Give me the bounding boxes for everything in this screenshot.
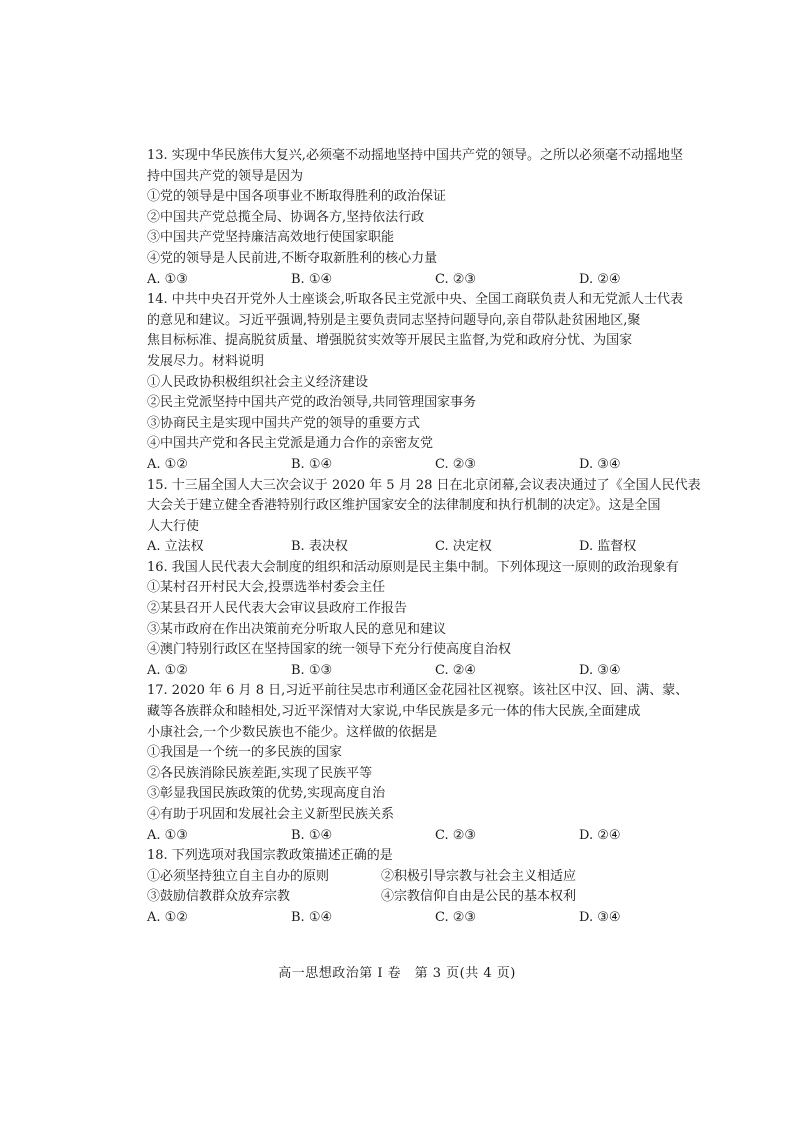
option-d: D. 监督权 <box>579 539 637 555</box>
question-16-item-4: ④澳门特别行政区在坚持国家的统一领导下充分行使高度自治权 <box>147 642 512 658</box>
question-14-stem-line-4: 发展尽力。材料说明 <box>147 353 265 369</box>
question-14-stem-line-3: 焦目标标准、提高脱贫质量、增强脱贫实效等开展民主监督,为党和政府分忧、为国家 <box>147 333 633 349</box>
question-14-item-2: ②民主党派坚持中国共产党的政治领导,共同管理国家事务 <box>147 395 477 411</box>
question-15-stem-line-1: 15. 十三届全国人大三次会议于 2020 年 5 月 28 日在北京闭幕,会议表决通过了《全国人民代表 <box>147 477 701 493</box>
question-17-item-1: ①我国是一个统一的多民族的国家 <box>147 745 343 761</box>
question-13 <box>147 146 683 290</box>
question-17-item-3: ③彰显我国民族政策的优势,实现高度自治 <box>147 786 386 802</box>
option-b: B. ①③ <box>291 662 333 678</box>
question-16-item-2: ②某县召开人民代表大会审议县政府工作报告 <box>147 601 408 617</box>
question-14-item-4: ④中国共产党和各民主党派是通力合作的亲密友党 <box>147 436 434 452</box>
option-a: A. ①③ <box>147 827 188 843</box>
question-18-item-4: ④宗教信仰自由是公民的基本权利 <box>381 889 577 905</box>
option-c: C. ②④ <box>435 662 477 678</box>
question-13-item-1: ①党的领导是中国各项事业不断取得胜利的政治保证 <box>147 189 447 205</box>
question-17-item-2: ②各民族消除民族差距,实现了民族平等 <box>147 765 373 781</box>
option-d: D. ③④ <box>579 456 621 472</box>
option-b: B. ①④ <box>291 456 333 472</box>
option-d: D. ③④ <box>579 909 621 925</box>
question-17-item-4: ④有助于巩固和发展社会主义新型民族关系 <box>147 807 395 822</box>
question-14-stem-line-2: 的意见和建议。习近平强调,特别是主要负责同志坚持问题导向,亲自带队赴贫困地区,聚 <box>147 312 641 328</box>
option-a: A. 立法权 <box>147 539 204 555</box>
option-b: B. 表决权 <box>291 539 348 555</box>
option-d: D. ②④ <box>579 827 621 843</box>
option-c: C. ②③ <box>435 909 477 925</box>
question-15-stem-line-2: 大会关于建立健全香港特别行政区维护国家安全的法律制度和执行机制的决定》。这是全国 <box>147 498 661 514</box>
question-15-options <box>147 537 647 558</box>
question-13-stem-line-1: 13. 实现中华民族伟大复兴,必须毫不动摇地坚持中国共产党的领导。之所以必须毫不动摇地坚 <box>147 148 683 163</box>
question-18-item-1: ①必须坚持独立自主自办的原则 <box>147 868 330 884</box>
question-14-item-3: ③协商民主是实现中国共产党的领导的重要方式 <box>147 415 421 431</box>
question-18 <box>147 846 647 928</box>
option-c: C. ②③ <box>435 271 477 287</box>
option-c: C. 决定权 <box>435 539 492 555</box>
option-b: B. ①④ <box>291 909 333 925</box>
option-d: D. ②④ <box>579 271 621 287</box>
question-14-options <box>147 455 647 476</box>
question-15-stem-line-3: 人大行使 <box>147 518 200 534</box>
question-14-item-1: ①人民政协积极组织社会主义经济建设 <box>147 374 369 390</box>
question-list <box>147 146 701 929</box>
question-13-item-4: ④党的领导是人民前进,不断夺取新胜利的核心力量 <box>147 250 438 266</box>
question-16-options <box>147 661 647 682</box>
question-13-options <box>147 270 647 291</box>
option-a: A. ①② <box>147 909 188 925</box>
question-18-stem-line-1: 18. 下列选项对我国宗教政策描述正确的是 <box>147 848 393 864</box>
option-c: C. ②③ <box>435 827 477 843</box>
question-17-stem-line-1: 17. 2020 年 6 月 8 日,习近平前往吴忠市利通区金花园社区视察。该社区中汉、回、满、蒙、 <box>147 683 689 699</box>
question-16-item-1: ①某村召开村民大会,投票选举村委会主任 <box>147 580 386 596</box>
page-footer: 高一思想政治第 I 卷 第 3 页(共 4 页) <box>278 966 516 981</box>
question-17-stem-line-2: 藏等各族群众和睦相处,习近平深情对大家说,中华民族是多元一体的伟大民族,全面建成 <box>147 704 641 720</box>
option-a: A. ①② <box>147 662 188 678</box>
question-18-options <box>147 908 647 929</box>
question-18-item-2: ②积极引导宗教与社会主义相适应 <box>381 868 577 884</box>
question-16 <box>147 558 679 682</box>
option-a: A. ①③ <box>147 271 188 287</box>
question-16-item-3: ③某市政府在作出决策前充分听取人民的意见和建议 <box>147 621 447 637</box>
question-18-items-row-1 <box>147 867 647 888</box>
option-a: A. ①② <box>147 456 188 472</box>
question-17-options <box>147 826 647 847</box>
question-18-items-row-2 <box>147 887 647 908</box>
option-b: B. ①④ <box>291 271 333 287</box>
question-15 <box>147 476 701 558</box>
option-b: B. ①④ <box>291 827 333 843</box>
question-18-item-3: ③鼓励信教群众放弃宗教 <box>147 889 291 905</box>
question-14-stem-line-1: 14. 中共中央召开党外人士座谈会,听取各民主党派中央、全国工商联负责人和无党派人士代表 <box>147 292 683 308</box>
question-14 <box>147 290 683 475</box>
question-13-item-2: ②中国共产党总揽全局、协调各方,坚持依法行政 <box>147 209 425 225</box>
option-c: C. ②③ <box>435 456 477 472</box>
option-d: D. ③④ <box>579 662 621 678</box>
question-17 <box>147 681 689 846</box>
question-16-stem-line-1: 16. 我国人民代表大会制度的组织和活动原则是民主集中制。下列体现这一原则的政治现象有 <box>147 559 679 575</box>
question-13-item-3: ③中国共产党坚持廉洁高效地行使国家职能 <box>147 230 395 246</box>
question-17-stem-line-3: 小康社会,一个少数民族也不能少。这样做的依据是 <box>147 724 438 740</box>
question-13-stem-line-2: 持中国共产党的领导是因为 <box>147 168 304 184</box>
